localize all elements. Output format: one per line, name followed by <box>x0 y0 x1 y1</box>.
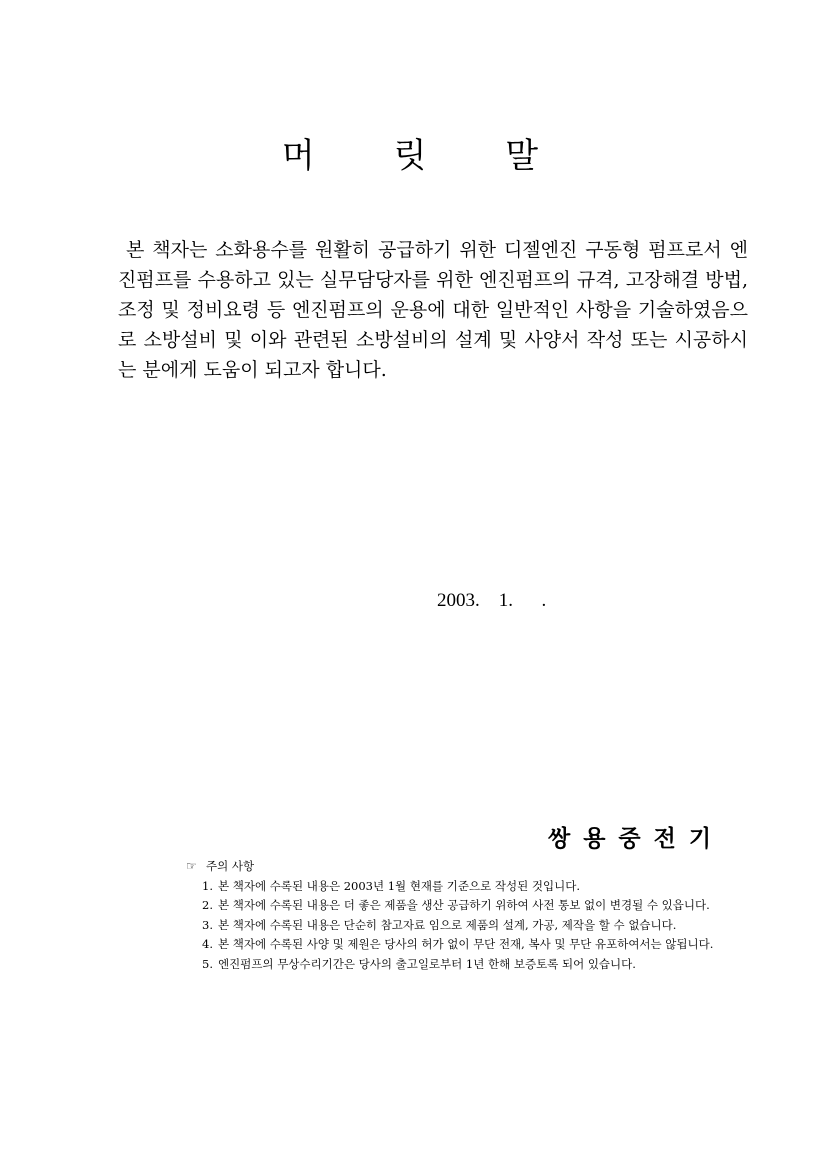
notice-item <box>186 936 746 954</box>
notice-list <box>186 878 746 974</box>
notice-item-text: 본 책자에 수록된 사양 및 제원은 당사의 허가 없이 무단 전재, 복사 및 무단 유포하여서는 않됩니다. <box>218 937 714 951</box>
notice-header <box>186 858 746 876</box>
notice-item <box>186 878 746 896</box>
pointing-hand-icon: ☞ <box>186 859 197 873</box>
notice-item-number: 3. <box>202 917 213 932</box>
notice-item-number: 2. <box>202 898 213 912</box>
preface-paragraph: 본 책자는 소화용수를 원활히 공급하기 위한 디젤엔진 구동형 펌프로서 엔진펌프를 수용하고 있는 실무담당자를 위한 엔진펌프의 규격, 고장해결 방법, 조정 및 정비요령 등 엔진펌프의 운용에 대한 일반적인 사항을 기술하였음으로 소방설비 및 이와 관련된 소방설비의 설계 및 사양서 작성 또는 시공하시는 분에게 도움이 되고자 합니다. <box>118 239 748 381</box>
notice-item <box>186 917 746 935</box>
notice-item-text: 본 책자에 수록된 내용은 더 좋은 제품을 생산 공급하기 위하여 사전 통보 없이 변경될 수 있읍니다. <box>218 898 710 912</box>
notice-item-text: 엔진펌프의 무상수리기간은 당사의 출고일로부터 1년 한해 보증토록 되어 있습니다. <box>218 956 636 971</box>
notice-item-number: 1. <box>202 878 213 893</box>
notice-section <box>186 858 746 975</box>
notice-item-text: 본 책자에 수록된 내용은 단순히 참고자료 임으로 제품의 설계, 가공, 제작을 할 수 없습니다. <box>218 917 677 932</box>
notice-item <box>186 956 746 974</box>
notice-item-number: 4. <box>202 937 213 951</box>
notice-item <box>186 897 746 915</box>
notice-item-number: 5. <box>202 956 213 971</box>
notice-heading: 주의 사항 <box>206 859 255 873</box>
page-title: 머 릿 말 <box>281 136 573 176</box>
publication-date: 2003. 1. . <box>437 590 547 611</box>
company-name: 쌍용중전기 <box>548 826 725 852</box>
notice-item-text: 본 책자에 수록된 내용은 2003년 1월 현재를 기준으로 작성된 것입니다. <box>218 878 580 893</box>
